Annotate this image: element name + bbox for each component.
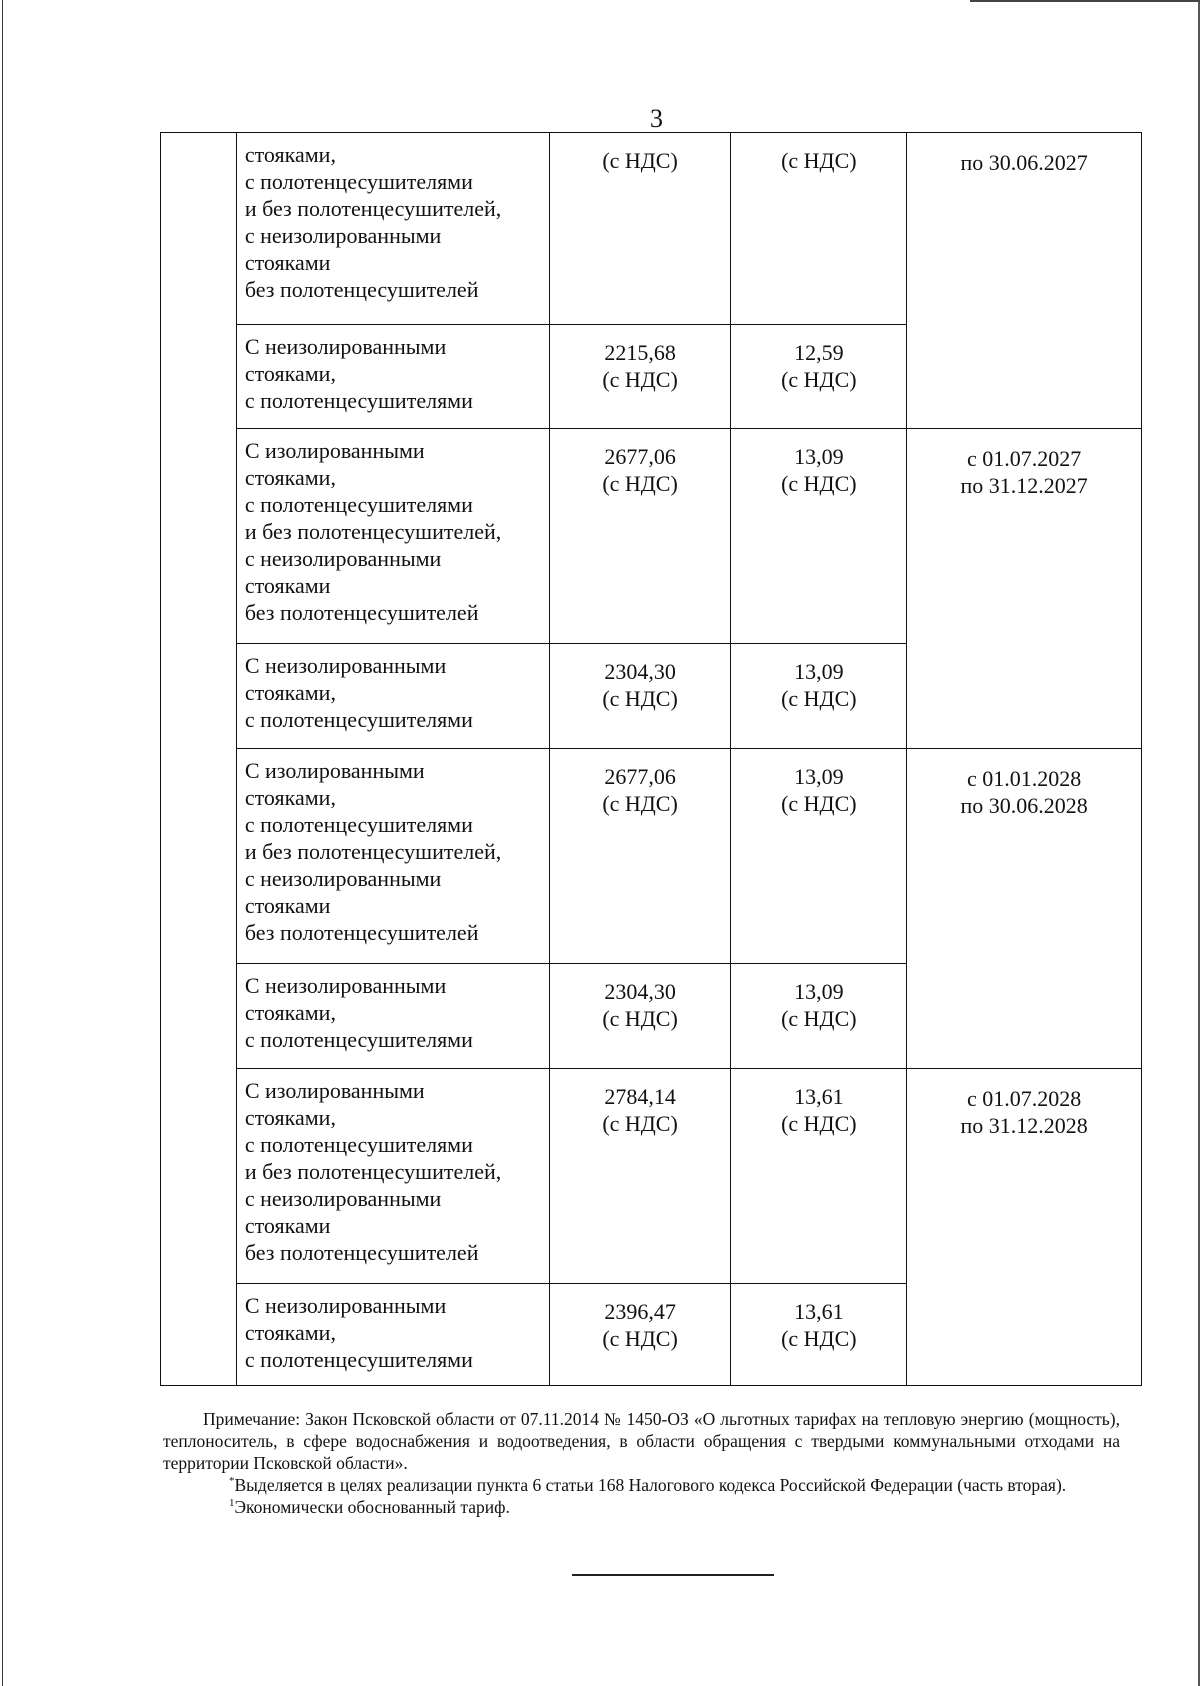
notes-block [163,1408,1120,1518]
description-line: стояками, [244,785,336,810]
row-number-cell [161,133,237,1386]
component-value-cell [731,1284,907,1386]
description-line: без полотенцесушителей [244,920,479,945]
tariff-value-cell [549,325,731,429]
tariff-value-cell [549,749,731,964]
description-line: с полотенцесушителями [244,1347,473,1372]
description-line: с полотенцесушителями [244,492,473,517]
scan-edge-top [970,0,1200,2]
tariff-value-line: 2304,30 [604,659,676,684]
footnote-one-mark: 1 [229,1497,235,1510]
tariff-value-cell [549,429,731,644]
footnote-star-text: Выделяется в целях реализации пункта 6 статьи 168 Налогового кодекса Российской Федерации (часть вторая). [234,1475,1067,1495]
description-line: и без полотенцесушителей, [244,196,502,221]
description-cell [236,429,549,644]
component-value-cell [731,133,907,325]
description-line: стояками [244,573,331,598]
description-line: с неизолированными [244,866,442,891]
scan-edge-left [2,0,3,1686]
component-value-cell [731,644,907,749]
footnote-one-text: Экономически обоснованный тариф. [234,1497,510,1517]
component-value-line: 13,09 [794,659,844,684]
tariff-value-line: (с НДС) [602,686,678,711]
description-line: с полотенцесушителями [244,388,473,413]
tariff-value-line: (с НДС) [602,1006,678,1031]
description-cell [236,749,549,964]
description-line: стояками, [244,465,336,490]
period-line: по 31.12.2028 [960,1113,1088,1138]
description-line: стояками, [244,680,336,705]
footnote-one [163,1496,1120,1518]
tariff-value-line: (с НДС) [602,471,678,496]
period-line: с 01.07.2028 [966,1086,1082,1111]
period-line: по 30.06.2027 [960,150,1088,175]
tariff-value-line: (с НДС) [602,148,678,173]
description-line: стояками, [244,142,336,167]
tariff-value-cell [549,133,731,325]
tariff-value-line: 2304,30 [604,979,676,1004]
description-line: С неизолированными [244,973,447,998]
component-value-line: (с НДС) [781,1111,857,1136]
period-line: по 31.12.2027 [960,473,1088,498]
description-line: стояками, [244,1105,336,1130]
period-cell [907,429,1142,749]
table-row [161,133,1142,325]
description-cell [236,964,549,1069]
period-line: по 30.06.2028 [960,793,1088,818]
component-value-line: (с НДС) [781,148,857,173]
description-line: без полотенцесушителей [244,1240,479,1265]
tariff-value-line: 2784,14 [604,1084,676,1109]
closing-rule [572,1574,774,1576]
description-line: С изолированными [244,758,425,783]
component-value-line: (с НДС) [781,367,857,392]
description-line: и без полотенцесушителей, [244,1159,502,1184]
description-cell [236,133,549,325]
component-value-line: (с НДС) [781,1006,857,1031]
description-cell [236,644,549,749]
component-value-line: 13,09 [794,979,844,1004]
component-value-line: (с НДС) [781,791,857,816]
description-line: стояками, [244,1320,336,1345]
table-row [161,429,1142,644]
tariff-value-line: (с НДС) [602,1326,678,1351]
period-line: с 01.01.2028 [966,766,1082,791]
tariff-value-cell [549,644,731,749]
component-value-cell [731,1069,907,1284]
description-line: без полотенцесушителей [244,600,479,625]
period-line: с 01.07.2027 [966,446,1082,471]
description-line: и без полотенцесушителей, [244,519,502,544]
period-cell [907,133,1142,429]
component-value-line: 12,59 [794,340,844,365]
tariff-value-cell [549,1069,731,1284]
footnote-star [163,1474,1120,1496]
period-cell [907,749,1142,1069]
description-line: С неизолированными [244,334,447,359]
page-number: 3 [650,104,663,133]
description-line: стояками, [244,361,336,386]
tariff-value-line: 2677,06 [604,764,676,789]
component-value-cell [731,964,907,1069]
description-line: С неизолированными [244,1293,447,1318]
description-line: и без полотенцесушителей, [244,839,502,864]
description-line: с полотенцесушителями [244,169,473,194]
tariff-value-line: (с НДС) [602,791,678,816]
description-line: С изолированными [244,438,425,463]
component-value-cell [731,429,907,644]
description-line: без полотенцесушителей [244,277,479,302]
description-line: стояками, [244,1000,336,1025]
note-main: Примечание: Закон Псковской области от 07.11.2014 № 1450-ОЗ «О льготных тарифах на тепловую энергию (мощность), теплоноситель, в сфере водоснабжения и водоотведения, в области обращения с твердыми коммунальными отходами на территории Псковской области». [163,1409,1120,1473]
description-line: с полотенцесушителями [244,707,473,732]
tariff-table [160,132,1142,1386]
tariff-value-cell [549,1284,731,1386]
component-value-cell [731,325,907,429]
description-line: с неизолированными [244,546,442,571]
component-value-cell [731,749,907,964]
component-value-line: 13,61 [794,1299,844,1324]
description-line: с полотенцесушителями [244,812,473,837]
table-row [161,749,1142,964]
description-line: с полотенцесушителями [244,1132,473,1157]
component-value-line: (с НДС) [781,1326,857,1351]
component-value-line: 13,09 [794,764,844,789]
description-line: с полотенцесушителями [244,1027,473,1052]
tariff-value-cell [549,964,731,1069]
period-cell [907,1069,1142,1386]
description-line: С изолированными [244,1078,425,1103]
description-line: с неизолированными [244,1186,442,1211]
component-value-line: (с НДС) [781,471,857,496]
description-line: стояками [244,250,331,275]
description-line: стояками [244,893,331,918]
component-value-line: 13,61 [794,1084,844,1109]
tariff-value-line: (с НДС) [602,1111,678,1136]
tariff-value-line: 2677,06 [604,444,676,469]
component-value-line: (с НДС) [781,686,857,711]
description-line: с неизолированными [244,223,442,248]
description-cell [236,325,549,429]
tariff-value-line: (с НДС) [602,367,678,392]
description-line: стояками [244,1213,331,1238]
component-value-line: 13,09 [794,444,844,469]
footnote-star-mark: * [229,1475,235,1488]
description-cell [236,1284,549,1386]
table-row [161,1069,1142,1284]
description-cell [236,1069,549,1284]
description-line: С неизолированными [244,653,447,678]
tariff-value-line: 2215,68 [604,340,676,365]
tariff-value-line: 2396,47 [604,1299,676,1324]
